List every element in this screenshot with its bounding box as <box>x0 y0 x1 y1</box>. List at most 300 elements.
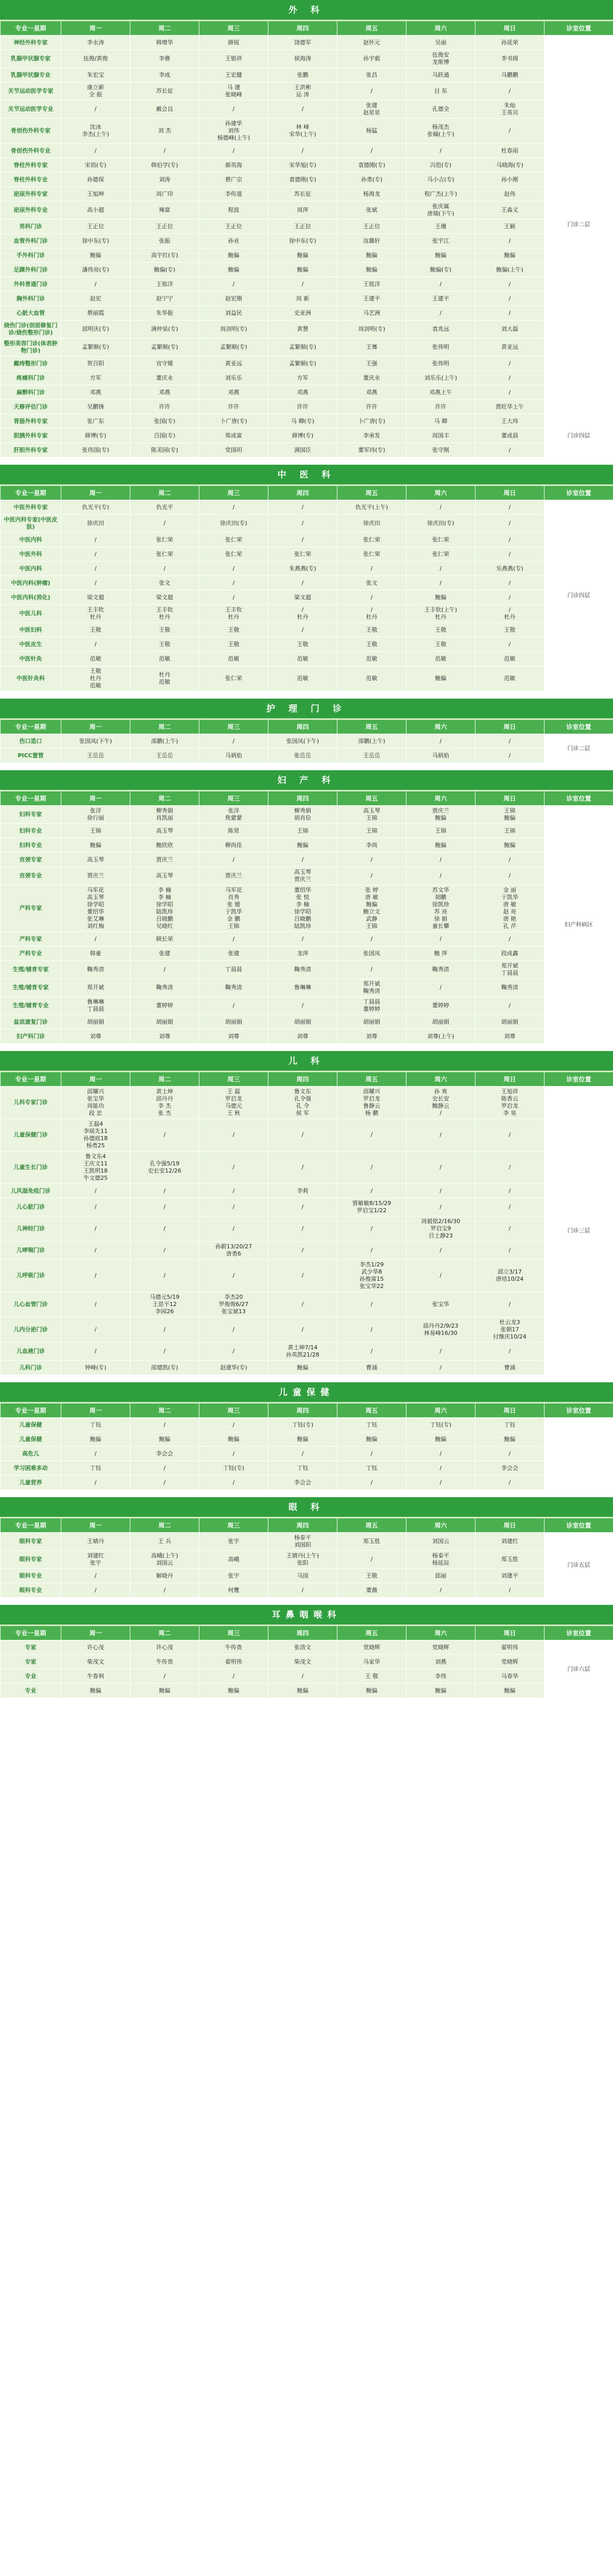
doctor-name: 邓燕 <box>366 388 378 396</box>
doctor-cell <box>406 82 475 100</box>
section-title: 外 科 <box>0 0 613 21</box>
doctor-cell <box>337 1087 406 1119</box>
doctor-name: / <box>301 1225 304 1232</box>
room-location: 门诊二层 <box>544 734 613 763</box>
department-name: 中医皮生 <box>1 637 61 652</box>
doctor-name: 王婧丹(上午) <box>286 1552 319 1559</box>
doctor-name: / <box>508 280 511 287</box>
doctor-name: 张宝华22 <box>360 1283 384 1290</box>
doctor-cell <box>337 749 406 763</box>
table-row <box>1 562 613 576</box>
doctor-cell <box>406 1461 475 1476</box>
table-row <box>1 443 613 457</box>
doctor-name: 王思平12 <box>152 1301 177 1308</box>
doctor-name: 杜丹 <box>90 675 101 682</box>
table-row <box>1 885 613 932</box>
doctor-name: 王骞 <box>366 344 378 350</box>
doctor-name: 陈贤 <box>228 827 240 834</box>
doctor-name: 童长攀 <box>432 923 449 929</box>
doctor-name: 王大玮 <box>501 417 518 425</box>
doctor-cell <box>199 867 268 885</box>
doctor-cell <box>337 118 406 144</box>
header-cell-dept: 专业一星期 <box>1 791 61 806</box>
doctor-name: 王颖 <box>504 223 516 230</box>
doctor-name: 王敬 <box>90 668 101 674</box>
doctor-cell <box>268 806 337 824</box>
doctor-name: 邱立3/17 <box>498 1268 522 1275</box>
doctor-cell <box>130 1317 199 1343</box>
doctor-cell <box>337 292 406 306</box>
room-location: 门诊四层 <box>544 500 613 691</box>
doctor-name: / <box>370 1225 373 1232</box>
department-name: 天修评估门诊 <box>1 400 61 414</box>
doctor-cell <box>61 1684 130 1698</box>
doctor-name: 龙斯博 <box>432 59 449 65</box>
doctor-cell <box>130 1292 199 1317</box>
doctor-name: 刘建红 <box>501 1538 518 1545</box>
doctor-cell <box>130 576 199 590</box>
doctor-name: 鞠秀清 <box>363 988 380 994</box>
doctor-cell <box>199 824 268 838</box>
table-row <box>1 1447 613 1461</box>
doctor-name: 张仁荣 <box>225 536 242 543</box>
doctor-name: 马德元5/19 <box>149 1294 180 1300</box>
doctor-name: / <box>94 550 97 557</box>
doctor-cell <box>475 1447 544 1461</box>
department-name: 伤口造口 <box>1 734 61 749</box>
doctor-name: 赵伟 <box>504 190 516 197</box>
section-title: 中 医 科 <box>0 465 613 485</box>
doctor-name: 王敬 <box>435 640 447 648</box>
doctor-cell <box>475 1432 544 1447</box>
doctor-cell <box>199 306 268 320</box>
doctor-name: 刘尊 <box>159 1032 171 1040</box>
doctor-name: / <box>94 1187 97 1194</box>
doctor-cell <box>199 357 268 371</box>
doctor-name: 仇光平 <box>156 503 173 511</box>
doctor-name: / <box>370 966 373 973</box>
doctor-cell <box>130 806 199 824</box>
header-cell-mon: 周一 <box>61 1518 130 1533</box>
doctor-name: 李 楠 <box>158 887 172 893</box>
doctor-cell <box>268 997 337 1015</box>
doctor-name: 胡丽娟 <box>225 1018 242 1025</box>
doctor-cell <box>337 1242 406 1260</box>
doctor-name: / <box>370 1348 373 1354</box>
doctor-cell <box>199 547 268 562</box>
header-cell-wed: 周三 <box>199 486 268 500</box>
doctor-name: 张洋 <box>90 807 101 814</box>
doctor-cell <box>199 932 268 946</box>
doctor-cell <box>406 429 475 443</box>
doctor-cell <box>337 385 406 400</box>
doctor-cell <box>475 118 544 144</box>
doctor-cell <box>268 292 337 306</box>
doctor-cell <box>61 533 130 547</box>
doctor-name: 贾庆兰 <box>156 856 173 863</box>
doctor-name: 范敏 <box>159 655 171 662</box>
doctor-name: / <box>439 1272 442 1279</box>
doctor-cell <box>61 1015 130 1029</box>
doctor-cell <box>406 562 475 576</box>
doctor-name: / <box>508 309 511 316</box>
doctor-cell <box>268 443 337 457</box>
doctor-name: / <box>232 1131 235 1138</box>
header-cell-dept: 专业一星期 <box>1 1626 61 1640</box>
doctor-cell <box>130 500 199 515</box>
doctor-cell <box>406 50 475 68</box>
doctor-cell <box>337 371 406 385</box>
doctor-name: 赵 亮 <box>503 908 517 915</box>
department-name: 产科专家 <box>1 932 61 946</box>
doctor-name: / <box>163 1247 166 1253</box>
table-row <box>1 1432 613 1447</box>
doctor-name: / <box>370 1556 373 1563</box>
doctor-name: / <box>301 1131 304 1138</box>
doctor-name: 杜丹 <box>435 614 447 620</box>
header-cell-thu: 周四 <box>268 1518 337 1533</box>
doctor-name: / <box>508 446 511 453</box>
doctor-cell <box>61 1533 130 1551</box>
doctor-cell <box>475 1361 544 1375</box>
doctor-name: 鞠秀清 <box>432 966 449 973</box>
doctor-name: 王敬 <box>90 626 101 633</box>
doctor-name: 马炳焰 <box>225 752 242 759</box>
doctor-name: 张国(专) <box>154 417 176 425</box>
doctor-name: 王建平 <box>363 295 380 302</box>
doctor-cell <box>130 1361 199 1375</box>
doctor-name: / <box>232 1421 235 1428</box>
doctor-cell <box>199 1418 268 1432</box>
doctor-name: 李尚 <box>366 841 378 849</box>
table-row <box>1 1260 613 1292</box>
doctor-name: 张伟明 <box>432 344 449 350</box>
doctor-cell <box>475 867 544 885</box>
department-name: 戴痔整形门诊 <box>1 357 61 371</box>
doctor-name: / <box>301 1326 304 1333</box>
doctor-cell <box>406 749 475 763</box>
doctor-cell <box>130 338 199 357</box>
header-cell-sun: 周日 <box>475 791 544 806</box>
doctor-name: 陆凯珍 <box>156 908 173 915</box>
doctor-name: 丁钰 <box>366 1421 378 1428</box>
doctor-cell <box>337 576 406 590</box>
header-row <box>1 486 613 500</box>
doctor-cell <box>475 400 544 414</box>
doctor-cell <box>406 853 475 867</box>
doctor-cell <box>406 1432 475 1447</box>
department-name: 胆胰外科专家 <box>1 429 61 443</box>
doctor-cell <box>199 385 268 400</box>
doctor-cell <box>268 385 337 400</box>
department-section <box>0 0 613 457</box>
doctor-name: 黄慧 <box>297 326 309 332</box>
doctor-cell <box>268 1216 337 1242</box>
department-name: 儿科专家门诊 <box>1 1087 61 1119</box>
doctor-cell <box>406 219 475 234</box>
doctor-cell <box>199 429 268 443</box>
doctor-name: 贾庆兰 <box>225 872 242 879</box>
department-name: 泌尿外科专家 <box>1 187 61 201</box>
doctor-name: 鲁静云 <box>363 1103 380 1109</box>
doctor-cell <box>475 749 544 763</box>
doctor-cell <box>268 357 337 371</box>
doctor-name: 马军花 <box>225 887 242 893</box>
header-cell-wed: 周三 <box>199 21 268 36</box>
doctor-name: 梁文超 <box>87 594 104 601</box>
doctor-name: 陈美园(专) <box>151 446 178 453</box>
doctor-cell <box>61 1583 130 1598</box>
doctor-cell <box>406 173 475 187</box>
doctor-name: 王敬 <box>366 640 378 648</box>
doctor-name: 肖凯丽 <box>156 815 173 821</box>
header-row <box>1 1518 613 1533</box>
doctor-name: 张昌 <box>366 71 378 78</box>
doctor-name: 王强 <box>366 360 378 367</box>
doctor-cell <box>199 1569 268 1583</box>
doctor-cell <box>61 277 130 292</box>
table-row <box>1 1533 613 1551</box>
section-title: 耳鼻咽喉科 <box>0 1605 613 1625</box>
doctor-name: 董薇 <box>366 1586 378 1594</box>
doctor-name: 潘伟亮(专) <box>82 266 109 273</box>
doctor-name: 孙德保 <box>87 176 104 183</box>
header-cell-dept: 专业一星期 <box>1 1072 61 1087</box>
doctor-name: 邱丹丹2/9/23 <box>423 1323 458 1329</box>
doctor-cell <box>406 234 475 248</box>
doctor-name: 许心茂 <box>87 1643 104 1651</box>
doctor-cell <box>130 1260 199 1292</box>
doctor-name: 鲍偏 <box>435 1687 447 1694</box>
header-row <box>1 1072 613 1087</box>
doctor-cell <box>199 1476 268 1490</box>
doctor-name: 何鹰 <box>228 1586 240 1594</box>
doctor-name: 王 磊 <box>227 1088 241 1095</box>
doctor-name: 蔡广宗 <box>225 176 242 183</box>
doctor-name: 孙宇毅 <box>363 55 380 62</box>
doctor-name: 史亚洲 <box>294 309 311 316</box>
doctor-cell <box>475 1216 544 1242</box>
doctor-cell <box>268 605 337 623</box>
doctor-name: / <box>163 565 166 572</box>
doctor-name: 李永涛 <box>87 39 104 46</box>
header-cell-sun: 周日 <box>475 486 544 500</box>
doctor-cell <box>199 1583 268 1598</box>
doctor-name: 范敏 <box>90 682 101 689</box>
doctor-name: / <box>301 280 304 287</box>
doctor-name: 解晓丹 <box>156 1572 173 1579</box>
doctor-cell <box>268 1569 337 1583</box>
department-name: 烧伤门诊(创面修复门诊/烧伤整形门诊) <box>1 320 61 338</box>
doctor-name: / <box>301 536 304 543</box>
doctor-name: 伍俊/黄俊 <box>83 55 108 62</box>
doctor-name: 丁钰 <box>90 1421 101 1428</box>
doctor-name: 郑玉胜 <box>363 1538 380 1545</box>
doctor-name: 鲁琳琳 <box>87 998 104 1005</box>
doctor-name: 柴茂文 <box>87 1658 104 1665</box>
doctor-cell <box>61 997 130 1015</box>
doctor-name: / <box>94 106 97 112</box>
doctor-cell <box>406 838 475 853</box>
doctor-name: 杜丹 <box>366 614 378 620</box>
doctor-cell <box>199 1361 268 1375</box>
doctor-name: 范敏 <box>504 655 516 662</box>
doctor-cell <box>61 443 130 457</box>
doctor-cell <box>61 590 130 605</box>
doctor-cell <box>406 1569 475 1583</box>
doctor-cell <box>475 1151 544 1184</box>
doctor-name: / <box>301 1002 304 1009</box>
doctor-name: / <box>301 520 304 527</box>
doctor-name: 焦蒙蒙 <box>225 815 242 821</box>
table-row <box>1 1684 613 1698</box>
doctor-name: 汝璐轩 <box>363 237 380 244</box>
header-cell-thu: 周四 <box>268 791 337 806</box>
doctor-name: / <box>163 1272 166 1279</box>
doctor-name: 刘国云 <box>432 1538 449 1545</box>
doctor-name: / <box>94 1272 97 1279</box>
header-cell-sat: 周六 <box>406 1403 475 1418</box>
doctor-cell <box>130 961 199 979</box>
table-row <box>1 338 613 357</box>
doctor-cell <box>130 1476 199 1490</box>
doctor-cell <box>130 173 199 187</box>
doctor-name: 许许 <box>228 403 240 410</box>
department-name: 产科专业 <box>1 946 61 961</box>
header-cell-fri: 周五 <box>337 1403 406 1418</box>
doctor-name: 刘红梅 <box>87 923 104 929</box>
doctor-cell <box>199 515 268 533</box>
doctor-name: 王敬 <box>435 626 447 633</box>
doctor-name: 王敬 <box>228 626 240 633</box>
doctor-name: 徐庆田 <box>363 520 380 527</box>
doctor-name: 张阳 <box>297 1560 309 1566</box>
table-row <box>1 1583 613 1598</box>
department-name: PICC置管 <box>1 749 61 763</box>
doctor-cell <box>130 234 199 248</box>
doctor-name: 贾庆兰 <box>294 876 311 883</box>
doctor-name: 刘国云 <box>156 1560 173 1566</box>
doctor-cell <box>337 806 406 824</box>
doctor-name: 张艾琳 <box>87 916 104 922</box>
doctor-name: 邓燕 <box>228 388 240 396</box>
doctor-cell <box>337 1260 406 1292</box>
department-name: 关节运动医学专家 <box>1 82 61 100</box>
doctor-name: 唐勇6 <box>226 1250 241 1257</box>
table-row <box>1 1343 613 1361</box>
doctor-cell <box>268 1343 337 1361</box>
doctor-cell <box>406 623 475 637</box>
doctor-cell <box>475 82 544 100</box>
doctor-name: / <box>232 106 235 112</box>
doctor-cell <box>130 201 199 219</box>
doctor-name: 鲍偏 <box>90 1687 101 1694</box>
doctor-cell <box>61 248 130 263</box>
doctor-cell <box>337 867 406 885</box>
doctor-name: / <box>163 1421 166 1428</box>
doctor-name: 马家华 <box>363 1658 380 1665</box>
doctor-name: 刘尊 <box>228 1032 240 1040</box>
doctor-cell <box>475 637 544 652</box>
doctor-name: 张仁荣 <box>432 550 449 557</box>
doctor-cell <box>61 50 130 68</box>
doctor-name: 孟繁顺(专) <box>151 344 178 350</box>
doctor-cell <box>61 806 130 824</box>
doctor-cell <box>130 623 199 637</box>
header-cell-wed: 周三 <box>199 1403 268 1418</box>
doctor-name: 韩童 <box>90 950 101 957</box>
doctor-name: 康立新 <box>87 84 104 91</box>
doctor-cell <box>130 1216 199 1242</box>
header-cell-fri: 周五 <box>337 1072 406 1087</box>
doctor-cell <box>130 1151 199 1184</box>
doctor-name: / <box>163 1131 166 1138</box>
doctor-cell <box>268 414 337 429</box>
schedule-table <box>0 485 613 691</box>
doctor-name: 杜丹 <box>504 614 516 620</box>
doctor-name: 邱明庆(专) <box>82 326 109 332</box>
doctor-cell <box>268 158 337 173</box>
doctor-cell <box>475 1655 544 1669</box>
doctor-name: / <box>370 1450 373 1457</box>
doctor-name: / <box>301 606 304 613</box>
doctor-cell <box>61 1551 130 1569</box>
doctor-name: 王锦 <box>297 827 309 834</box>
doctor-name: / <box>94 1247 97 1253</box>
doctor-cell <box>199 1260 268 1292</box>
header-row <box>1 1626 613 1640</box>
table-row <box>1 533 613 547</box>
doctor-cell <box>130 1343 199 1361</box>
doctor-name: 马军花 <box>87 887 104 893</box>
doctor-name: 张宝华 <box>432 1301 449 1308</box>
room-location: 门诊六层 <box>544 1640 613 1698</box>
doctor-name: / <box>94 565 97 572</box>
doctor-cell <box>61 946 130 961</box>
doctor-name: 宫守媛 <box>156 360 173 367</box>
doctor-cell <box>475 338 544 357</box>
department-name: 儿心脏门诊 <box>1 1198 61 1216</box>
doctor-name: 张文 <box>159 579 171 586</box>
doctor-name: 丁钰(专) <box>292 1421 314 1428</box>
doctor-name: / <box>232 1002 235 1009</box>
doctor-cell <box>406 946 475 961</box>
doctor-name: 鞠秀清 <box>225 984 242 991</box>
doctor-cell <box>268 187 337 201</box>
doctor-name: 孔 芹 <box>503 923 517 929</box>
doctor-cell <box>268 867 337 885</box>
doctor-name: 乐燕燕(专) <box>496 565 523 572</box>
doctor-cell <box>61 824 130 838</box>
doctor-name: / <box>439 872 442 879</box>
doctor-name: 王丰钦(上午) <box>424 606 457 613</box>
doctor-name: 吴鹏锋 <box>87 403 104 410</box>
room-location: 门诊三层 <box>544 1087 613 1375</box>
doctor-cell <box>268 82 337 100</box>
doctor-cell <box>337 82 406 100</box>
doctor-name: 徐凯珍 <box>432 901 449 908</box>
doctor-name: 马国 <box>297 1572 309 1579</box>
doctor-name: 胡丽娟 <box>294 1018 311 1025</box>
doctor-name: 李伟 <box>435 1672 447 1680</box>
doctor-cell <box>337 1216 406 1242</box>
doctor-cell <box>475 1317 544 1343</box>
table-row <box>1 623 613 637</box>
doctor-cell <box>337 1655 406 1669</box>
doctor-cell <box>199 1184 268 1198</box>
department-section <box>0 465 613 691</box>
doctor-cell <box>337 1551 406 1569</box>
